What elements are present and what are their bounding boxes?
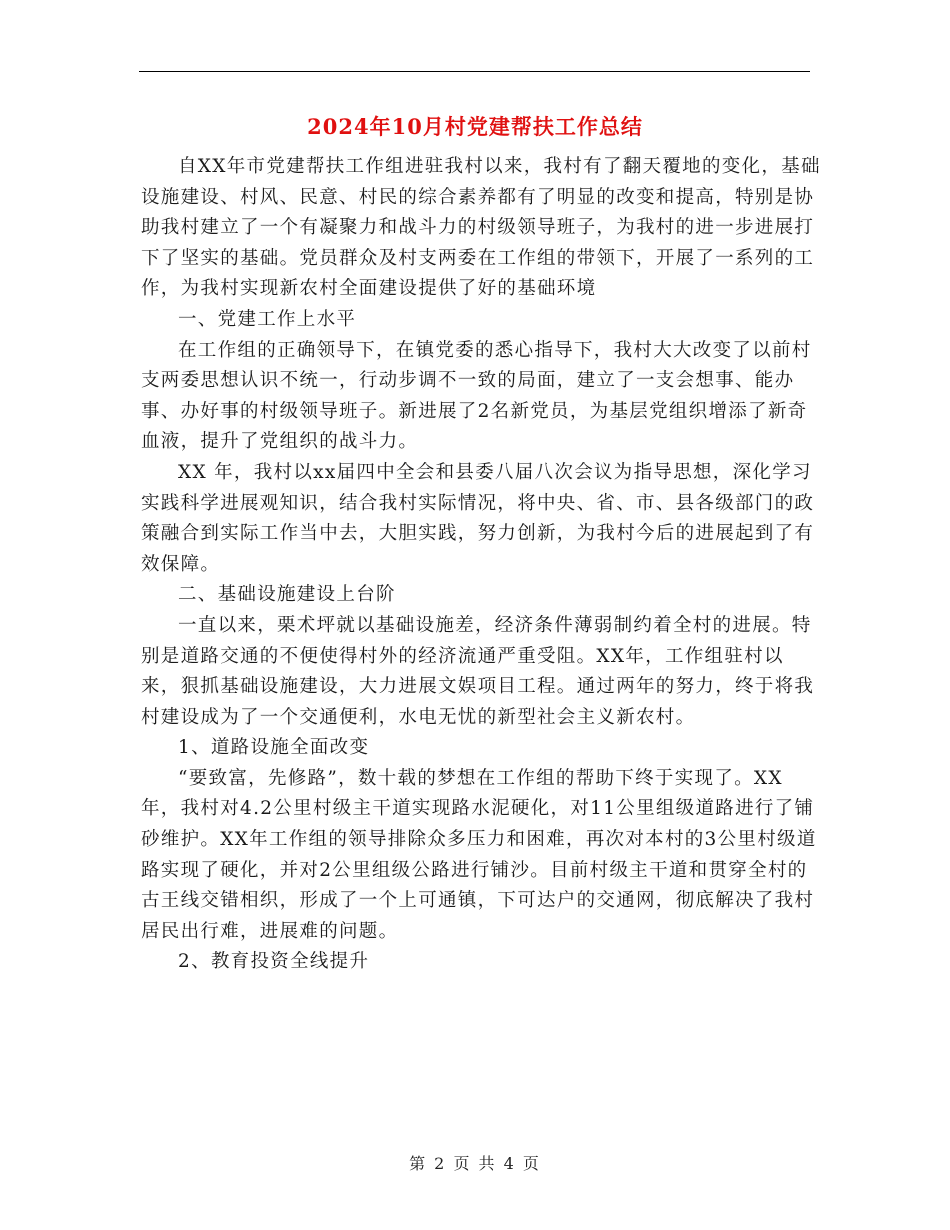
paragraph-intro: 自XX年市党建帮扶工作组进驻我村以来，我村有了翻天覆地的变化，基础设施建设、村风、民意、村民的综合素养都有了明显的改变和提高，特别是协助我村建立了一个有凝聚力和战斗力的村级领导班子，为我村的进一步进展打下了坚实的基础。党员群众及村支两委在工作组的带领下，开展了一系列的工作，为我村实现新农村全面建设提供了好的基础环境 — [141, 156, 821, 300]
section-heading-infrastructure: 二、基础设施建设上台阶 — [178, 584, 396, 606]
page-number-footer: 第 2 页 共 4 页 — [409, 1154, 541, 1173]
document-title: 2024年10月村党建帮扶工作总结 — [307, 114, 643, 139]
paragraph-guiding-thought: XX 年，我村以xx届四中全会和县委八届八次会议为指导思想，深化学习实践科学进展观知识，结合我村实际情况，将中央、省、市、县各级部门的政策融合到实际工作当中去，大胆实践，努力创新，为我村今后的进展起到了有效保障。 — [141, 461, 815, 575]
section-heading-party-building: 一、党建工作上水平 — [178, 308, 357, 330]
paragraph-infrastructure: 一直以来，栗术坪就以基础设施差，经济条件薄弱制约着全村的进展。特别是道路交通的不便使得村外的经济流通严重受阻。XX年，工作组驻村以来，狠抓基础设施建设，大力进展文娱项目工程。通过两年的努力，终于将我村建设成为了一个交通便利，水电无忧的新型社会主义新农村。 — [141, 614, 815, 728]
document-body — [141, 152, 821, 978]
header-rule — [139, 71, 810, 72]
paragraph-party-building: 在工作组的正确领导下，在镇党委的悉心指导下，我村大大改变了以前村支两委思想认识不统一，行动步调不一致的局面，建立了一支会想事、能办事、办好事的村级领导班子。新进展了2名新党员，为基层党组织增添了新奇血液，提升了党组织的战斗力。 — [141, 339, 812, 453]
subsection-heading-roads: 1、道路设施全面改变 — [178, 737, 370, 759]
subsection-heading-education: 2、教育投资全线提升 — [178, 951, 370, 973]
paragraph-roads: “要致富，先修路”，数十载的梦想在工作组的帮助下终于实现了。XX年，我村对4.2公里村级主干道实现路水泥硬化，对11公里组级道路进行了铺砂维护。XX年工作组的领导排除众多压力和困难，再次对本村的3公里村级道路实现了硬化，并对2公里组级公路进行铺沙。目前村级主干道和贯穿全村的古王线交错相织，形成了一个上可通镇，下可达户的交通网，彻底解决了我村居民出行难，进展难的问题。 — [141, 767, 817, 942]
